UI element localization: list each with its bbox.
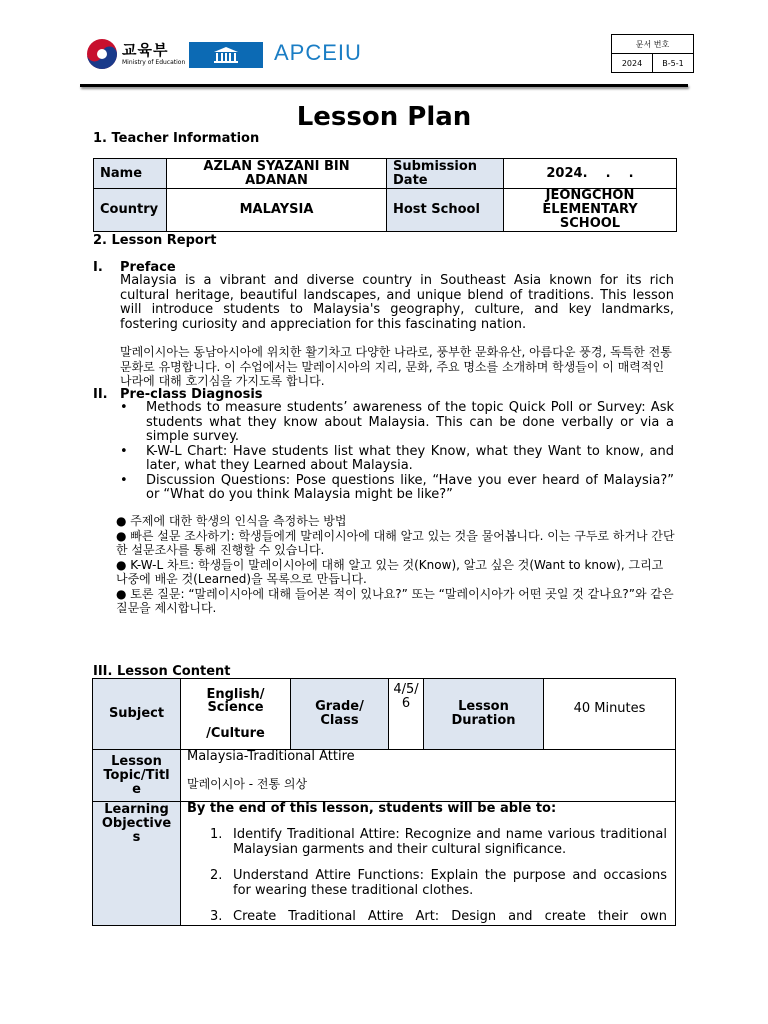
objectives-list: [187, 828, 667, 925]
name-value: AZLAN SYAZANI BIN ADANAN: [167, 159, 387, 189]
taegeuk-icon: [86, 38, 118, 70]
list-item: • Discussion Questions: Pose questions like, “Have you ever heard of Malaysia?” or “What do you think Malaysia might be like?”: [120, 472, 674, 502]
apceiu-logo: APCEIU: [274, 40, 362, 65]
host-school-value: JEONGCHON ELEMENTARY SCHOOL: [504, 189, 677, 232]
preface-text-en: Malaysia is a vibrant and diverse country in Southeast Asia known for its rich cultural heritage, beautiful landscapes, and unique blend of traditions. This lesson will introduce students to Malaysia's geography, culture, and key landmarks, fostering curiosity and appreciation for this fascinating nation.: [120, 273, 674, 332]
lesson-content-heading: III. Lesson Content: [93, 664, 231, 679]
list-item: 2. Understand Attire Functions: Explain the purpose and occasions for wearing these traditional clothes.: [210, 868, 667, 898]
list-item: ● K-W-L 차트: 학생들이 말레이시아에 대해 알고 있는 것(Know), 알고 싶은 것(Want to know), 그리고 나중에 배운 것(Learned)을 목록으로 만듭니다.: [116, 557, 664, 586]
list-item: • Methods to measure students’ awareness of the topic Quick Poll or Survey: Ask students what they know about Malaysia. This can be done verbally or via a simple survey.: [120, 400, 674, 444]
topic-label: Lesson Topic/Titl e: [93, 750, 181, 802]
objectives-intro: By the end of this lesson, students will be able to:: [187, 801, 557, 816]
code-label: 문서 번호: [612, 35, 694, 54]
name-label: Name: [94, 159, 167, 189]
country-label: Country: [94, 189, 167, 232]
submission-date-value: 2024. . .: [504, 159, 677, 189]
diagnosis-list-en: [120, 401, 674, 503]
moe-english-name: Ministry of Education: [122, 58, 186, 66]
teacher-info-table: [93, 158, 677, 232]
subject-value: English/ Science /Culture: [181, 679, 291, 750]
document-title: Lesson Plan: [296, 102, 472, 132]
code-number: B-5-1: [653, 54, 694, 73]
code-year: 2024: [612, 54, 653, 73]
list-item: ● 주제에 대한 학생의 인식을 측정하는 방법 ● 빠른 설문 조사하기: 학생들에게 말레이시아에 대해 알고 있는 것을 물어봅니다. 이는 구두로 하거나 간단한 설문조사를 통해 진행할 수 있습니다.: [116, 514, 675, 557]
diagnosis-numeral: II.: [93, 387, 108, 402]
submission-date-label: Submission Date: [387, 159, 504, 189]
list-item: • K-W-L Chart: Have students list what they Know, what they Want to know, and later, what they Learned about Malaysia.: [120, 443, 674, 473]
duration-label: Lesson Duration: [424, 679, 544, 750]
subject-label: Subject: [93, 679, 181, 750]
diagnosis-list-ko: [116, 514, 676, 616]
topic-value-en: Malaysia-Traditional Attire: [187, 749, 355, 764]
diagnosis-title: Pre-class Diagnosis: [120, 387, 263, 402]
header-divider: [80, 84, 688, 87]
lesson-content-table: [92, 678, 676, 926]
grade-value: 4/5/ 6: [389, 679, 424, 750]
unesco-logo: [189, 42, 263, 68]
moe-korean-name: 교육부: [122, 40, 169, 59]
objectives-label: Learning Objective s: [93, 802, 181, 926]
host-school-label: Host School: [387, 189, 504, 232]
list-item: ● 토론 질문: “말레이시아에 대해 들어본 적이 있나요?” 또는 “말레이시아가 어떤 곳일 것 같나요?”와 같은 질문을 제시합니다.: [116, 586, 674, 615]
preface-title: Preface: [120, 260, 176, 275]
teacher-info-heading: 1. Teacher Information: [93, 131, 260, 146]
list-item: 1. Identify Traditional Attire: Recognize and name various traditional Malaysian garments and their cultural significance.: [210, 827, 667, 857]
objectives-cell: [181, 802, 676, 926]
document-code-table: [611, 34, 694, 73]
topic-value-ko: 말레이시아 - 전통 의상: [187, 777, 308, 791]
grade-label: Grade/ Class: [291, 679, 389, 750]
lesson-report-heading: 2. Lesson Report: [93, 233, 217, 248]
unesco-temple-icon: [213, 46, 239, 64]
topic-value: [181, 750, 676, 802]
ministry-of-education-logo: [86, 38, 185, 70]
country-value: MALAYSIA: [167, 189, 387, 232]
list-item: 3. Create Traditional Attire Art: Design and create their own: [210, 909, 667, 924]
preface-numeral: I.: [93, 260, 103, 275]
preface-text-ko: 말레이시아는 동남아시아에 위치한 활기차고 다양한 나라로, 풍부한 문화유산, 아름다운 풍경, 독특한 전통 문화로 유명합니다. 이 수업에서는 말레이시아의 지리, 문화, 주요 명소를 소개하며 학생들이 이 매력적인 나라에 대해 호기심을 가지도록 합니다.: [120, 345, 672, 388]
duration-value: 40 Minutes: [544, 679, 676, 750]
